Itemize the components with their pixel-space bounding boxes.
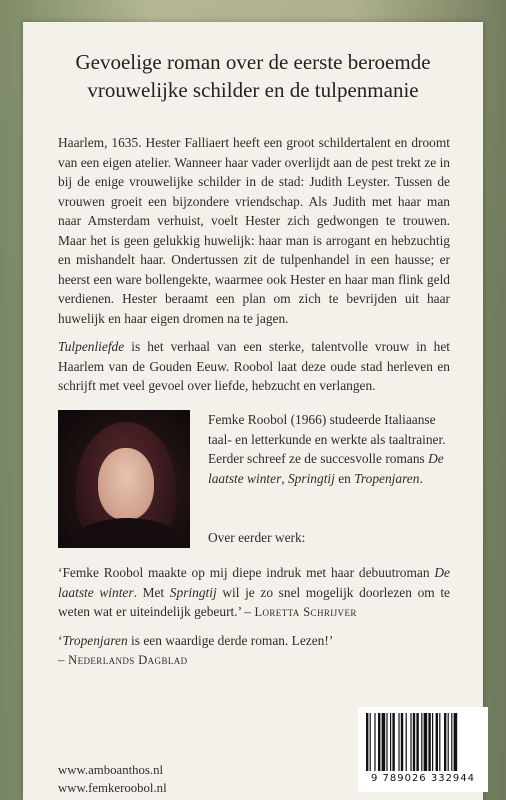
- review-quote-1: [58, 563, 450, 623]
- barcode-bar: [406, 713, 407, 771]
- barcode-bar: [392, 713, 394, 771]
- bio-text: Femke Roobol (1966) studeerde Italiaanse taal- en letterkunde en werkte als taaltrainer. Eerder schreef ze de succesvolle romans: [208, 412, 446, 466]
- isbn-number: 9 789026 332944: [370, 773, 476, 784]
- barcode-bar: [413, 713, 415, 771]
- book-title: Tulpenliefde: [58, 339, 125, 354]
- barcode-bar: [439, 713, 440, 771]
- bio-sep-1: ,: [281, 470, 288, 486]
- barcode-bar: [366, 713, 368, 771]
- author-url[interactable]: www.femkeroobol.nl: [58, 781, 167, 795]
- quote2-book: Tropenjaren: [62, 633, 128, 648]
- barcode-bar: [382, 713, 386, 771]
- quote1-source: Loretta Schrijver: [254, 605, 357, 619]
- quote1-text-3: wil je zo snel mogelijk doorlezen om te weten wat er uiteindelijk gebeurt.’ –: [58, 584, 450, 619]
- barcode-bar: [370, 713, 371, 771]
- author-face: [98, 448, 154, 520]
- bio-book-3: Tropenjaren: [354, 470, 420, 486]
- barcode-bar: [401, 713, 403, 771]
- author-bio: [208, 410, 453, 488]
- barcode-bar: [444, 713, 446, 771]
- barcode-bar: [436, 713, 438, 771]
- quote2-open: ‘: [58, 633, 63, 648]
- summary-paragraph: [58, 337, 450, 396]
- barcode-bar: [448, 713, 449, 771]
- barcode-bar: [410, 713, 411, 771]
- bio-book-2: Springtij: [287, 470, 335, 486]
- barcode-bar: [432, 713, 433, 771]
- quote2-source: – Nederlands Dagblad: [58, 652, 188, 667]
- barcode-bar: [398, 713, 399, 771]
- barcode-bar: [454, 713, 458, 771]
- headline-line-2: vrouwelijke schilder en de tulpenmanie: [87, 78, 419, 102]
- quote1-text-2: . Met: [133, 584, 170, 600]
- barcode-bar: [451, 713, 452, 771]
- isbn-barcode: [358, 707, 488, 792]
- quote1-book-1: De laatste winter: [58, 565, 450, 600]
- summary-text: is het verhaal van een sterke, talentvolle vrouw in het Haarlem van de Gouden Eeuw. Roobol laat deze oude stad herleven en schrijft met veel gevoel over liefde, hebzucht en verlangen.: [58, 339, 450, 393]
- barcode-bar: [424, 713, 428, 771]
- previous-work-label: Over eerder werk:: [208, 530, 306, 545]
- bio-book-1: De laatste winter: [208, 451, 444, 486]
- barcode-bar: [416, 713, 418, 771]
- barcode-bar: [386, 713, 387, 771]
- publisher-url[interactable]: www.amboanthos.nl: [58, 763, 164, 777]
- barcode-bar: [421, 713, 422, 771]
- quote1-text-1: ‘Femke Roobol maakte op mij diepe indruk met haar debuutroman: [58, 565, 435, 580]
- headline: [23, 48, 483, 104]
- bio-sep-2: en: [334, 470, 355, 486]
- barcode-bar: [374, 713, 375, 771]
- synopsis-paragraph: Haarlem, 1635. Hester Falliaert heeft een groot schildertalent en droomt van een eigen atelier. Wanneer haar vader overlijdt aan de pest trekt ze in bij de enige vrouwelijke schilder in de stad: Judith Leyster. Tussen de vrouwen groeit een bijzondere vriendschap. Als Judith met haar man naar Amsterdam verhuist, voelt Hester zich gedwongen te trouwen. Maar het is geen gelukkig huwelijk: haar man is arrogant en hebzuchtig en mishandelt haar. Ondertussen zit de tulpenhandel in een hausse; er heerst een ware bollengekte, waarmee ook Hester en haar man flink geld verdienen. Hester beraamt een plan om zich te bevrijden uit haar huwelijk en haar eigen dromen na te jagen.: [58, 135, 450, 326]
- author-photo: [58, 410, 190, 548]
- back-cover-panel: [23, 22, 483, 800]
- headline-line-1: Gevoelige roman over de eerste beroemde: [75, 50, 431, 74]
- barcode-bars: [364, 713, 482, 773]
- barcode-bar: [428, 713, 430, 771]
- quote1-book-2: Springtij: [169, 584, 217, 600]
- barcode-bar: [378, 713, 380, 771]
- barcode-bar: [390, 713, 391, 771]
- review-quote-2: [58, 631, 450, 670]
- quote2-text: is een waardige derde roman. Lezen!’: [127, 633, 334, 648]
- bio-end: .: [419, 470, 423, 486]
